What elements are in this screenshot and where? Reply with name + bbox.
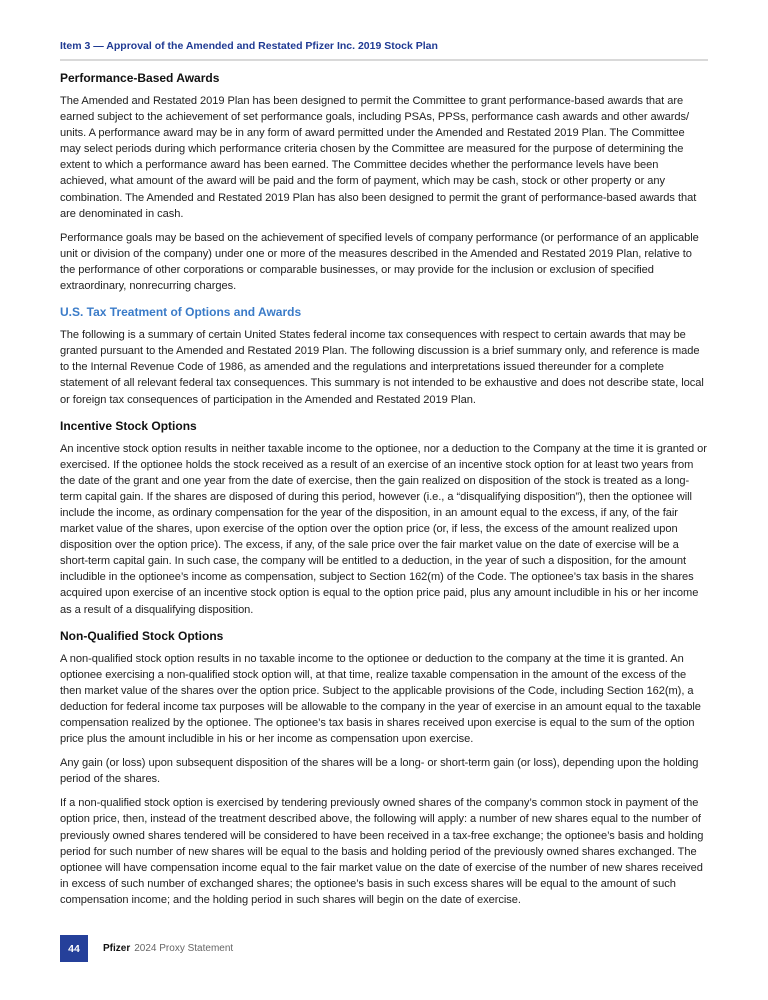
- page-footer: [60, 935, 233, 962]
- section-heading: Incentive Stock Options: [60, 418, 197, 433]
- header-title: Item 3 — Approval of the Amended and Restated Pfizer Inc. 2019 Stock Plan: [60, 40, 438, 52]
- running-header: [60, 40, 708, 61]
- section-us-tax-treatment: [60, 304, 708, 407]
- paragraph: An incentive stock option results in neither taxable income to the optionee, nor a deduction to the Company at the time it is granted or exercised. If the optionee holds the stock received as a result of an exercise of an incentive stock option for at least two years from the date of the grant and one year from the date of exercise, then the gain realized on disposition of the stock is treated as a long-term capital gain. If the shares are disposed of during this period, however (i.e., a “disqualifying disposition”), then the optionee will include the income, as ordinary compensation for the year of the disposition, in an amount equal to the excess, if any, of the fair market value of the shares, upon exercise of the option over the option price (or, if less, the excess of the amount realized upon disposition over the option price). The excess, if any, of the sale price over the fair market value on the date of exercise will be a short-term capital gain. In such case, the company will be entitled to a deduction, in the year of such a disposition, for the amount includible in the optionee’s income as compensation, subject to Section 162(m) of the Code. The optionee’s tax basis in the shares acquired upon exercise of an incentive stock option is equal to the option price paid, plus any amount includible in his or her income as a result of a disqualifying disposition.: [60, 442, 707, 616]
- paragraph: Performance goals may be based on the achievement of specified levels of company performance (or performance of an applicable unit or division of the company) under one or more of the measures described in the Amended and Restated 2019 Plan, relative to the performance of other corporations or comparable businesses, or may provide for the inclusion or exclusion of specified extraordinary, nonrecurring charges.: [60, 231, 699, 293]
- paragraph: Any gain (or loss) upon subsequent disposition of the shares will be a long- or short-term gain (or loss), depending upon the holding period of the shares.: [60, 757, 699, 786]
- footer-document-title: 2024 Proxy Statement: [134, 943, 234, 954]
- section-incentive-stock-options: [60, 418, 708, 618]
- section-non-qualified-stock-options: [60, 628, 708, 908]
- paragraph: The Amended and Restated 2019 Plan has been designed to permit the Committee to grant performance-based awards that are earned subject to the achievement of set performance goals, including PSAs, PPSs, performance cash awards and other awards/ units. A performance award may be in any form of award permitted under the Amended and Restated 2019 Plan. The Committee may select periods during which performance criteria chosen by the Committee are measured for the purpose of determining the extent to which a performance award has been earned. The Committee decides whether the performance levels have been achieved, what amount of the award will be paid and the form of payment, which may be cash, stock or other property or any combination. The Amended and Restated 2019 Plan has also been designed to permit the grant of performance-based awards that are denominated in cash.: [60, 95, 697, 220]
- section-performance-based-awards: [60, 70, 708, 294]
- page-number-badge: 44: [60, 935, 88, 962]
- page-content: [60, 70, 708, 916]
- footer-brand: Pfizer: [103, 943, 131, 954]
- section-heading: Non-Qualified Stock Options: [60, 628, 224, 643]
- section-heading: U.S. Tax Treatment of Options and Awards: [60, 305, 302, 320]
- paragraph: If a non-qualified stock option is exercised by tendering previously owned shares of the company’s common stock in payment of the option price, then, instead of the treatment described above, the following will apply: a number of new shares equal to the number of previously owned shares tendered will be considered to have been received in a tax-free exchange; the optionee’s basis and holding period for such number of new shares will be equal to the basis and holding period of the previously owned shares exchanged. The optionee will have compensation income equal to the fair market value on the date of exercise of the number of new shares received in excess of such number of exchanged shares; the optionee’s basis in such excess shares will be equal to the amount of such compensation income; and the holding period in such shares will begin on the date of exercise.: [60, 797, 704, 906]
- paragraph: A non-qualified stock option results in no taxable income to the optionee or deduction to the company at the time it is granted. An optionee exercising a non-qualified stock option will, at that time, realize taxable compensation in the amount of the excess of the then market value of the shares over the option price. Subject to the applicable provisions of the Code, including Section 162(m), a deduction for federal income tax purposes will be allowable to the company in the year of exercise in an amount equal to the taxable compensation realized by the optionee. The optionee’s tax basis in shares received upon exercise is equal to the sum of the option price plus the amount includible in his or her income as compensation upon exercise.: [60, 652, 701, 746]
- section-heading: Performance-Based Awards: [60, 71, 220, 85]
- header-divider: [60, 59, 708, 61]
- paragraph: The following is a summary of certain United States federal income tax consequences with respect to certain awards that may be granted pursuant to the Amended and Restated 2019 Plan. The following discussion is a brief summary only, and reference is made to the Internal Revenue Code of 1986, as amended and the regulations and interpretations issued thereunder for a complete statement of all relevant federal tax consequences. This summary is not intended to be exhaustive and does not describe state, local or foreign tax consequences of participation in the Amended and Restated 2019 Plan.: [60, 329, 704, 406]
